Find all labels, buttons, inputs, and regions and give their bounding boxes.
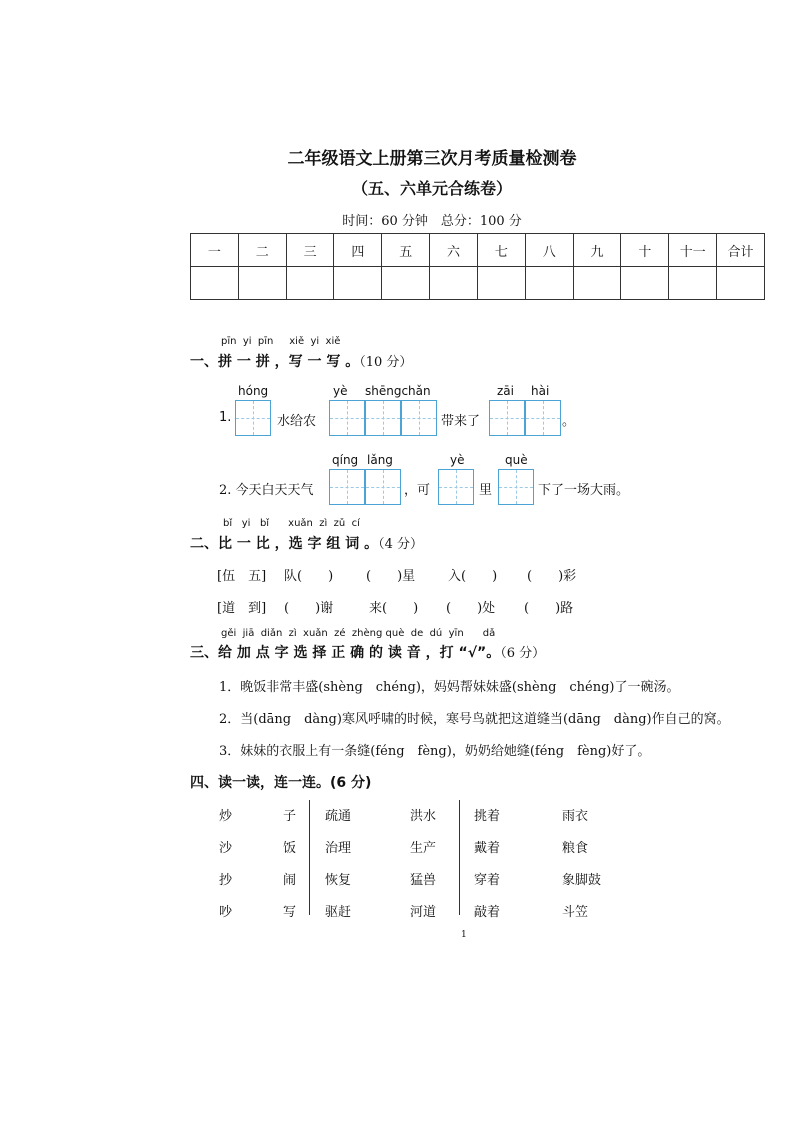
column-divider — [309, 800, 310, 915]
pinyin: jiā — [242, 628, 255, 639]
writing-box[interactable] — [401, 400, 437, 436]
sec2-blank[interactable]: ( )处 — [446, 601, 496, 616]
match-item[interactable]: 沙 — [219, 841, 233, 856]
score-cell[interactable] — [238, 267, 286, 300]
match-item[interactable]: 子 — [283, 809, 297, 824]
pinyin-qing: qíng — [332, 453, 359, 467]
sec2-row2-label: [道 到] — [217, 601, 267, 616]
pinyin: bǐ — [223, 518, 233, 529]
q1-text: 带来了 — [441, 414, 481, 429]
pinyin: xiě — [325, 336, 341, 347]
pinyin: zì — [319, 518, 328, 529]
pinyin-lang: lǎng — [367, 453, 393, 467]
score-header: 一 — [191, 234, 239, 267]
pinyin: bǐ — [259, 518, 270, 529]
writing-box[interactable] — [489, 400, 525, 436]
sec2-row1-label: [伍 五] — [217, 569, 267, 584]
match-item[interactable]: 戴着 — [474, 841, 501, 856]
pinyin: zì — [288, 628, 297, 639]
pinyin: zé — [334, 628, 346, 639]
pinyin: què — [385, 628, 405, 639]
q2-text: ，可 — [404, 483, 431, 498]
match-item[interactable]: 炒 — [219, 809, 233, 824]
score-header: 五 — [382, 234, 430, 267]
sec2-blank[interactable]: ( )星 — [366, 569, 416, 584]
pinyin: dǎ — [482, 628, 496, 639]
writing-box[interactable] — [438, 469, 474, 505]
pinyin-zai: zāi — [497, 384, 514, 398]
section-2-heading — [190, 533, 423, 553]
q2-text: 2. 今天白天天气 — [219, 483, 314, 498]
sec3-item-1[interactable]: 1．晚饭非常丰盛(shèng chéng)，妈妈帮妹妹盛(shèng chéng)了一碗汤。 — [219, 680, 680, 695]
writing-box[interactable] — [235, 400, 271, 436]
section-points: （4 分） — [378, 537, 424, 552]
pinyin: cí — [351, 518, 360, 529]
section-1-heading — [190, 351, 412, 371]
section-4-heading: 四、读一读，连一连。(6 分) — [190, 775, 372, 791]
q1-text: 水给农 — [277, 414, 317, 429]
writing-box[interactable] — [365, 400, 401, 436]
writing-box[interactable] — [329, 400, 365, 436]
match-item[interactable]: 驱赶 — [325, 905, 352, 920]
section-points: （6 分） — [500, 646, 546, 661]
pinyin: xuǎn — [303, 628, 328, 639]
match-item[interactable]: 粮食 — [562, 841, 589, 856]
pinyin: zhèng — [351, 628, 383, 639]
match-item[interactable]: 象脚鼓 — [562, 873, 602, 888]
match-item[interactable]: 治理 — [325, 841, 352, 856]
score-cell[interactable] — [573, 267, 621, 300]
score-header: 十一 — [669, 234, 717, 267]
score-input-row — [191, 267, 765, 300]
pinyin: yīn — [448, 628, 464, 639]
sec2-blank[interactable]: ( )彩 — [527, 569, 577, 584]
sec2-blank[interactable]: 入( ) — [448, 569, 498, 584]
score-header: 合计 — [717, 234, 765, 267]
pinyin-shengchan: shēngchǎn — [365, 384, 431, 398]
match-item[interactable]: 抄 — [219, 873, 233, 888]
pinyin-hong: hóng — [238, 384, 269, 398]
writing-box[interactable] — [498, 469, 534, 505]
match-item[interactable]: 饭 — [283, 841, 297, 856]
sec2-blank[interactable]: 来( ) — [369, 601, 419, 616]
match-item[interactable]: 洪水 — [410, 809, 437, 824]
section-title: 一、拼 一 拼 ，写 一 写 。 — [190, 354, 360, 370]
match-item[interactable]: 猛兽 — [410, 873, 437, 888]
match-item[interactable]: 闹 — [283, 873, 297, 888]
section-title: 三、给 加 点 字 选 择 正 确 的 读 音 ，打 “√”。 — [190, 645, 501, 661]
sec2-blank[interactable]: ( )路 — [524, 601, 574, 616]
sec2-blank[interactable]: 队( ) — [284, 569, 334, 584]
score-table — [190, 233, 765, 300]
score-cell[interactable] — [382, 267, 430, 300]
pinyin: yi — [242, 336, 252, 347]
sec3-item-2[interactable]: 2．当(dāng dàng)寒风呼啸的时候，寒号鸟就把这道缝当(dāng dàng)作自己的窝。 — [219, 712, 730, 727]
q1-end: 。 — [562, 414, 576, 429]
match-item[interactable]: 写 — [283, 905, 297, 920]
match-item[interactable]: 敲着 — [474, 905, 501, 920]
pinyin: yi — [310, 336, 320, 347]
pinyin-ye: yè — [450, 453, 465, 467]
match-item[interactable]: 挑着 — [474, 809, 501, 824]
score-header-row — [191, 234, 765, 267]
score-header: 九 — [573, 234, 621, 267]
column-divider — [459, 800, 460, 915]
q2-text: 里 — [479, 483, 493, 498]
match-item[interactable]: 河道 — [410, 905, 437, 920]
section-3-heading — [190, 642, 545, 662]
q2-text: 下了一场大雨。 — [538, 483, 630, 498]
pinyin: zǔ — [333, 518, 346, 529]
match-item[interactable]: 吵 — [219, 905, 233, 920]
score-cell[interactable] — [286, 267, 334, 300]
page-title: 二年级语文上册第三次月考质量检测卷 — [287, 149, 577, 169]
sec1-pinyin-line — [221, 336, 340, 347]
score-header: 三 — [286, 234, 334, 267]
pinyin: de — [410, 628, 424, 639]
pinyin-que: què — [505, 453, 528, 467]
pinyin: dú — [429, 628, 443, 639]
score-cell[interactable] — [669, 267, 717, 300]
writing-box[interactable] — [329, 469, 365, 505]
match-item[interactable]: 雨衣 — [562, 809, 589, 824]
sec2-blank[interactable]: ( )谢 — [284, 601, 334, 616]
pinyin: pīn — [257, 336, 274, 347]
writing-box[interactable] — [525, 400, 561, 436]
match-item[interactable]: 穿着 — [474, 873, 501, 888]
score-header: 七 — [477, 234, 525, 267]
match-item[interactable]: 斗笠 — [562, 905, 589, 920]
score-header: 八 — [525, 234, 573, 267]
section-points: （10 分） — [359, 355, 413, 370]
score-cell[interactable] — [717, 267, 765, 300]
score-header: 二 — [238, 234, 286, 267]
score-header: 十 — [621, 234, 669, 267]
match-item[interactable]: 恢复 — [325, 873, 352, 888]
match-item[interactable]: 生产 — [410, 841, 437, 856]
pinyin: gěi — [221, 628, 237, 639]
score-header: 四 — [334, 234, 382, 267]
pinyin: xuǎn — [288, 518, 313, 529]
score-cell[interactable] — [334, 267, 382, 300]
sec3-item-3[interactable]: 3．妹妹的衣服上有一条缝(féng fèng)，奶奶给她缝(féng fèng)好了。 — [219, 744, 651, 759]
match-item[interactable]: 疏通 — [325, 809, 352, 824]
score-cell[interactable] — [430, 267, 478, 300]
pinyin-ye: yè — [333, 384, 348, 398]
pinyin: pīn — [221, 336, 237, 347]
sec2-pinyin-line — [223, 518, 360, 529]
score-cell[interactable] — [621, 267, 669, 300]
score-header: 六 — [430, 234, 478, 267]
pinyin: diǎn — [260, 628, 283, 639]
sec3-pinyin-line — [221, 628, 495, 639]
q1-number: 1. — [219, 410, 232, 425]
score-cell[interactable] — [477, 267, 525, 300]
pinyin: yi — [241, 518, 251, 529]
page-number: 1 — [461, 930, 467, 940]
exam-meta: 时间：60 分钟 总分：100 分 — [342, 214, 522, 229]
page-subtitle: （五、六单元合练卷） — [351, 179, 512, 198]
pinyin: xiě — [289, 336, 305, 347]
pinyin-hai: hài — [531, 384, 550, 398]
writing-box[interactable] — [365, 469, 401, 505]
score-cell[interactable] — [191, 267, 239, 300]
score-cell[interactable] — [525, 267, 573, 300]
section-title: 二、比 一 比 ，选 字 组 词 。 — [190, 536, 379, 552]
